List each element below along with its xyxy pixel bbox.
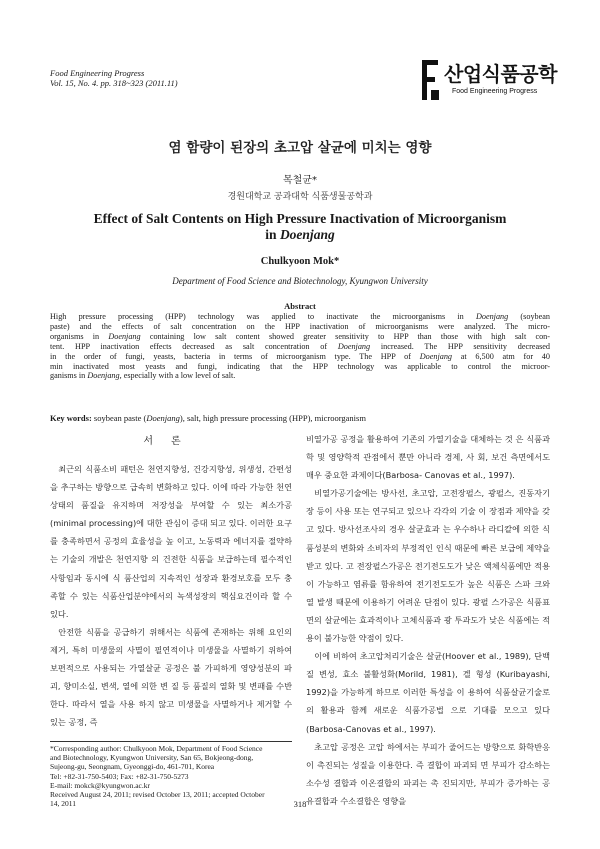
footnote-line: 14, 2011 (50, 799, 76, 809)
footnote-line: Received August 24, 2011; revised October 13, 2011; accepted October (50, 790, 265, 800)
footnote-line: E-mail: mokck@kyungwon.ac.kr (50, 780, 151, 790)
body-column-right (306, 430, 550, 810)
keywords (50, 413, 550, 423)
section-heading-introduction: 서론 (143, 436, 199, 447)
abstract-heading: Abstract (284, 301, 316, 311)
abstract-line: tent. HPP inactivation effects decreased as salt concentration of Doenjang increased. The HPP sensitivity decreased (50, 341, 550, 351)
journal-logo (422, 58, 557, 106)
abstract-body (50, 312, 550, 381)
korean-author: 목철균* (283, 175, 317, 186)
korean-title: 염 함량이 된장의 초고압 살균에 미치는 영향 (168, 140, 432, 156)
paragraph: 이에 비하여 초고압처리기술은 살균(Hoover et al., 1989), 단백질 변성, 효소 불활성화(Morild, 1981), 겔 형성 (Kuribayashi, 1992)을 가능하게 하므로 이러한 특성을 이 용하여 식품살균기술로의 활용과 함께 새로운 식품가공법 으로 기대를 모으고 있다(Barbosa-Canovas et al., 1997). (306, 651, 550, 734)
logo-korean-text: 산업식품공학 (444, 62, 557, 86)
footnote-line: and Biotechnology, Kyungwon University, San 65, Bokjeong-dong, (50, 753, 254, 763)
journal-header (50, 68, 178, 88)
footnote-line: *Corresponding author: Chulkyoon Mok, Department of Food Science (50, 744, 263, 753)
english-affiliation: Department of Food Science and Biotechnology, Kyungwon University (172, 276, 428, 286)
paragraph: 비열가공기술에는 방사선, 초고압, 고전장펄스, 광펄스, 진동자기장 등이 사용 또는 연구되고 있으나 각각의 기술 이 장점과 제약을 갖고 있다. 방사선조사의 경우 살균효과 는 우수하나 라디칼에 의한 식품성분의 변화와 소비자의 부정적인 인식 때문에 빠른 보급에 제약을 받고 있다. 고 전장펄스가공은 전기전도도가 낮은 액체식품에만 적용이 가능하고 염류를 함유하여 전기전도도가 높은 식품은 스파 크와 열 발생 때문에 이용하기 어려운 단점이 있다. 광펄 스가공은 식품표면의 살균에는 효과적이나 고체식품과 광 투과도가 낮은 식품에는 적용이 불가능한 약점이 있다. (306, 488, 550, 644)
page-number: 318 (293, 799, 307, 809)
body-column-left (50, 460, 292, 731)
abstract-line: organisms in Doenjang containing low salt content showed greater sensitivity to HPP than those with high salt con- (50, 331, 550, 341)
abstract-line: in the order of fungi, yeasts, bacteria in terms of microorganism type. The HPP of Doenjang at 6,500 atm for 40 (50, 351, 550, 361)
footnote-line: Tel: +82-31-750-5403; Fax: +82-31-750-5273 (50, 771, 189, 781)
english-title-line2: in Doenjang (265, 227, 335, 242)
footnote-line: Sujeong-gu, Seongnam, Gyeonggi-do, 461-701, Korea (50, 762, 215, 772)
abstract-line: min inactivated most yeasts and fungi, indicating that the HPP technology was applicable to control the microor- (50, 361, 550, 371)
logo-english-text: Food Engineering Progress (452, 88, 538, 95)
english-title-line1: Effect of Salt Contents on High Pressure Inactivation of Microorganism (93, 211, 507, 226)
paragraph: 최근의 식품소비 패턴은 천연지향성, 건강지향성, 위생성, 간편성을 추구하는 방향으로 급속히 변화하고 있다. 이에 따라 가능한 천연상태의 품질을 유지하며 저장성을 부여할 수 있는 최소가공(minimal processing)에 대한 관심이 증대 되고 있다. 이러한 요구를 충족하면서 공정의 효율성을 높 이고, 노동력과 에너지를 절약하는 기술의 개발은 천연지향 의 건전한 식품을 보급하는데 필수적인 사항임과 동시에 식 품산업의 지속적인 성장과 환경보호를 모두 충족할 수 있는 식품산업분야에서의 녹색성장의 핵심요건이라 할 수 있다. (50, 464, 292, 619)
logo-mark-icon (422, 60, 440, 100)
footnote-divider (50, 741, 292, 742)
abstract-line: High pressure processing (HPP) technology was applied to inactivate the microorganisms in Doenjang (soybean (50, 312, 550, 321)
abstract-line: ganisms in Doenjang, especially with a low level of salt. (50, 371, 236, 381)
english-author: Chulkyoon Mok* (260, 256, 340, 267)
abstract-line: paste) and the effects of salt concentration on the HPP inactivation of microorganisms were analyzed. The micro- (50, 321, 550, 331)
keywords-text: soybean paste (Doenjang), salt, high pressure processing (HPP), microorganism (93, 413, 366, 423)
paragraph: 비열가공 공정을 활용하여 기존의 가열기술을 대체하는 것 은 식품과학 및 영양학적 관점에서 뿐만 아니라 경제, 사 회, 보건 측면에서도 매우 중요한 과제이다(Barbosa- Canovas et al., 1997). (306, 434, 550, 481)
paragraph: 안전한 식품을 공급하기 위해서는 식품에 존재하는 위해 요인의 제거, 특히 미생물의 사멸이 필연적이나 미생물을 사멸하기 위하여 보편적으로 사용되는 가열살균 공정은 불 가피하게 영양성분의 파괴, 향미소실, 변색, 열에 의한 변 질 등 품질의 열화 및 변패를 수반한다. 따라서 열을 사용 하지 않고 미생물을 사멸하거나 제거할 수 있는 공정, 즉 (50, 626, 292, 728)
english-title (60, 211, 540, 243)
keywords-label: Key words: (50, 413, 92, 423)
journal-name: Food Engineering Progress (50, 68, 145, 78)
journal-volume: Vol. 15, No. 4. pp. 318~323 (2011.11) (50, 78, 178, 88)
paragraph: 초고압 공정은 고압 하에서는 부피가 줄어드는 방향으로 화학반응이 촉진되는 성질을 이용한다. 즉 결합이 파괴되 면 부피가 감소하는 소수성 결합과 이온결합의 파괴는 촉 진되지만, 부피가 증가하는 공유결합과 수소결합은 영향을 (306, 741, 550, 806)
korean-affiliation: 경원대학교 공과대학 식품생물공학과 (227, 192, 373, 202)
